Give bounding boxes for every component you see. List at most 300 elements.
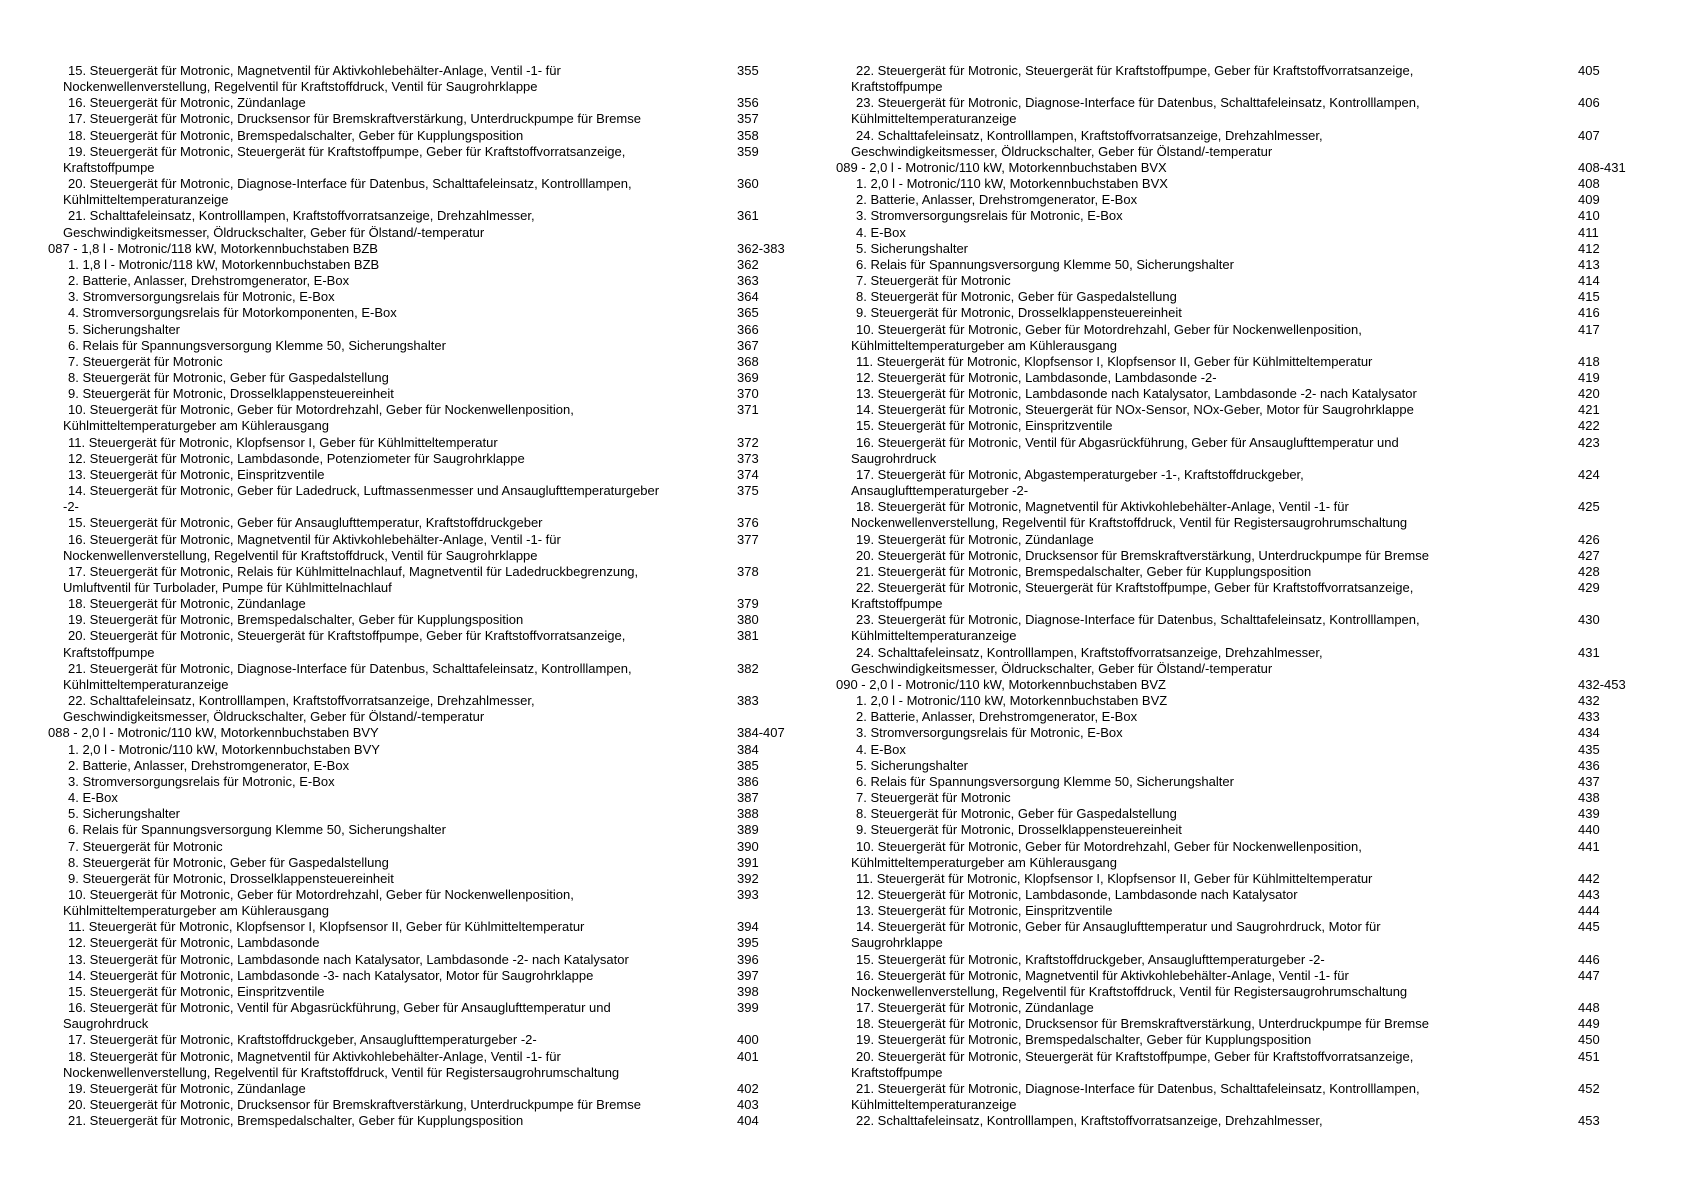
entry-lines [48, 693, 737, 725]
entry-page-number: 391 [737, 854, 759, 870]
index-entry [48, 208, 832, 240]
index-entry [836, 580, 1682, 612]
entry-page-number: 389 [737, 822, 759, 838]
index-entry [48, 742, 832, 758]
index-entry [48, 968, 832, 984]
entry-page-number: 381 [737, 628, 759, 644]
entry-lines [48, 1113, 737, 1129]
entry-page-number: 378 [737, 563, 759, 579]
entry-page-number: 427 [1578, 547, 1600, 563]
entry-text: 5. Sicherungshalter [856, 240, 969, 256]
index-entry [836, 128, 1682, 160]
entry-text-continuation: -2- [63, 499, 79, 515]
entry-text: 5. Sicherungshalter [856, 757, 969, 773]
entry-text: 3. Stromversorgungsrelais für Motronic, E-Box [856, 725, 1123, 741]
entry-page-number: 392 [737, 870, 759, 886]
index-entry [836, 354, 1682, 370]
index-entry [48, 693, 832, 725]
entry-text: 14. Steuergerät für Motronic, Steuergerät für NOx-Sensor, NOx-Geber, Motor für Saugrohrklappe [856, 402, 1414, 418]
entry-text: 9. Steuergerät für Motronic, Drosselklappensteuereinheit [68, 386, 394, 402]
entry-lines [836, 548, 1578, 564]
entry-text: 3. Stromversorgungsrelais für Motronic, E-Box [856, 208, 1123, 224]
entry-text: 19. Steuergerät für Motronic, Steuergerät für Kraftstoffpumpe, Geber für Kraftstoffvorratsanzeige, [68, 143, 626, 159]
entry-page-number: 439 [1578, 806, 1600, 822]
index-entry [836, 95, 1682, 127]
entry-page-number: 356 [737, 95, 759, 111]
entry-page-number: 377 [737, 531, 759, 547]
entry-lines [48, 289, 737, 305]
index-entry [48, 1032, 832, 1048]
entry-lines [48, 257, 737, 273]
entry-lines [836, 839, 1578, 871]
entry-page-number: 371 [737, 402, 759, 418]
entry-page-number: 412 [1578, 240, 1600, 256]
entry-lines [48, 467, 737, 483]
entry-text: 8. Steuergerät für Motronic, Geber für Gaspedalstellung [68, 854, 389, 870]
entry-text: 22. Steuergerät für Motronic, Steuergerät für Kraftstoffpumpe, Geber für Kraftstoffvorratsanzeige, [856, 580, 1414, 595]
entry-page-number: 406 [1578, 95, 1600, 111]
index-entry [836, 806, 1682, 822]
entry-text: 20. Steuergerät für Motronic, Steuergerät für Kraftstoffpumpe, Geber für Kraftstoffvorratsanzeige, [68, 628, 626, 644]
entry-lines [48, 1000, 737, 1032]
index-entry [836, 839, 1682, 871]
entry-page-number: 424 [1578, 466, 1600, 482]
entry-text: 11. Steuergerät für Motronic, Klopfsensor I, Klopfsensor II, Geber für Kühlmitteltemperatur [68, 919, 585, 935]
index-entry [48, 435, 832, 451]
entry-text: 15. Steuergerät für Motronic, Geber für Ansauglufttemperatur, Kraftstoffdruckgeber [68, 515, 543, 531]
index-entry [836, 758, 1682, 774]
index-entry [836, 612, 1682, 644]
entry-page-number: 386 [737, 773, 759, 789]
entry-text-continuation: Nockenwellenverstellung, Regelventil für Kraftstoffdruck, Ventil für Registersaugrohrumschaltung [851, 515, 1408, 531]
entry-text: 6. Relais für Spannungsversorgung Klemme 50, Sicherungshalter [68, 337, 446, 353]
entry-page-number: 364 [737, 289, 759, 305]
index-entry [48, 628, 832, 660]
entry-text: 5. Sicherungshalter [68, 806, 181, 822]
entry-lines [836, 370, 1578, 386]
index-entry [836, 564, 1682, 580]
entry-text: 1. 1,8 l - Motronic/118 kW, Motorkennbuchstaben BZB [68, 256, 380, 272]
entry-lines [836, 742, 1578, 758]
entry-text: 14. Steuergerät für Motronic, Lambdasonde -3- nach Katalysator, Motor für Saugrohrklappe [68, 967, 594, 983]
entry-page-number: 376 [737, 515, 759, 531]
entry-text: 24. Schalttafeleinsatz, Kontrolllampen, Kraftstoffvorratsanzeige, Drehzahlmesser, [856, 127, 1323, 143]
entry-text-continuation: Saugrohrdruck [851, 450, 937, 466]
entry-page-number: 394 [737, 919, 759, 935]
index-entry [48, 806, 832, 822]
entry-text: 4. Stromversorgungsrelais für Motorkomponenten, E-Box [68, 305, 397, 321]
entry-lines [836, 63, 1578, 95]
index-entry [836, 435, 1682, 467]
entry-text: 4. E-Box [856, 741, 906, 757]
index-entry [48, 128, 832, 144]
entry-text-continuation: Ansauglufttemperaturgeber -2- [851, 483, 1029, 499]
entry-page-number: 431 [1578, 644, 1600, 660]
entry-lines [48, 241, 737, 257]
index-entry [836, 1032, 1682, 1048]
entry-text: 21. Steuergerät für Motronic, Bremspedalschalter, Geber für Kupplungsposition [68, 1113, 524, 1129]
entry-text: 15. Steuergerät für Motronic, Kraftstoffdruckgeber, Ansauglufttemperaturgeber -2- [856, 951, 1325, 967]
entry-lines [48, 144, 737, 176]
entry-lines [48, 370, 737, 386]
entry-text-continuation: Kraftstoffpumpe [63, 159, 155, 175]
entry-text: 23. Steuergerät für Motronic, Diagnose-Interface für Datenbus, Schalttafeleinsatz, Kontrolllampen, [856, 612, 1420, 628]
index-entry [48, 1081, 832, 1097]
index-entry [836, 887, 1682, 903]
entry-page-number: 367 [737, 337, 759, 353]
index-entry [836, 968, 1682, 1000]
entry-page-number: 373 [737, 450, 759, 466]
entry-text-continuation: Kühlmitteltemperaturgeber am Kühlerausgang [851, 854, 1117, 870]
index-entry [836, 418, 1682, 434]
entry-page-number: 403 [737, 1097, 759, 1112]
entry-lines [48, 483, 737, 515]
entry-page-number: 434 [1578, 725, 1600, 741]
index-entry [48, 935, 832, 951]
index-entry [48, 144, 832, 176]
entry-page-number: 384-407 [737, 725, 785, 741]
entry-text-continuation: Kraftstoffpumpe [851, 1064, 943, 1080]
entry-lines [836, 467, 1578, 499]
index-entry [48, 790, 832, 806]
entry-text: 11. Steuergerät für Motronic, Klopfsensor I, Geber für Kühlmitteltemperatur [68, 434, 498, 450]
entry-text: 22. Schalttafeleinsatz, Kontrolllampen, Kraftstoffvorratsanzeige, Drehzahlmesser, [856, 1113, 1323, 1129]
entry-page-number: 395 [737, 935, 759, 951]
entry-page-number: 440 [1578, 822, 1600, 838]
index-entry [48, 1049, 832, 1081]
entry-text: 18. Steuergerät für Motronic, Magnetventil für Aktivkohlebehälter-Anlage, Ventil -1- für [856, 499, 1349, 515]
entry-text: 20. Steuergerät für Motronic, Diagnose-Interface für Datenbus, Schalttafeleinsatz, Kontrolllampen, [68, 176, 632, 192]
entry-page-number: 435 [1578, 741, 1600, 757]
entry-lines [48, 386, 737, 402]
index-entry [836, 305, 1682, 321]
entry-page-number: 372 [737, 434, 759, 450]
entry-text: 15. Steuergerät für Motronic, Einspritzventile [856, 418, 1113, 434]
entry-page-number: 397 [737, 967, 759, 983]
entry-lines [48, 435, 737, 451]
entry-text: 089 - 2,0 l - Motronic/110 kW, Motorkennbuchstaben BVX [836, 159, 1167, 175]
index-entry [836, 467, 1682, 499]
entry-text: 18. Steuergerät für Motronic, Magnetventil für Aktivkohlebehälter-Anlage, Ventil -1- für [68, 1048, 561, 1064]
entry-text: 3. Stromversorgungsrelais für Motronic, E-Box [68, 773, 335, 789]
entry-text: 11. Steuergerät für Motronic, Klopfsensor I, Klopfsensor II, Geber für Kühlmitteltemperatur [856, 870, 1373, 886]
entry-lines [836, 192, 1578, 208]
entry-text: 10. Steuergerät für Motronic, Geber für Motordrehzahl, Geber für Nockenwellenposition, [856, 838, 1362, 854]
index-entry [836, 1113, 1682, 1129]
index-entry [48, 919, 832, 935]
entry-page-number: 363 [737, 273, 759, 289]
entry-lines [48, 63, 737, 95]
index-entry [48, 467, 832, 483]
entry-lines [836, 580, 1578, 612]
index-entry [48, 111, 832, 127]
entry-page-number: 358 [737, 127, 759, 143]
entry-text: 2. Batterie, Anlasser, Drehstromgenerator, E-Box [68, 273, 350, 289]
entry-text: 13. Steuergerät für Motronic, Lambdasonde nach Katalysator, Lambdasonde -2- nach Katalysator [68, 951, 629, 967]
entry-text: 18. Steuergerät für Motronic, Bremspedalschalter, Geber für Kupplungsposition [68, 127, 524, 143]
entry-page-number: 362-383 [737, 240, 785, 256]
entry-text: 18. Steuergerät für Motronic, Drucksensor für Bremskraftverstärkung, Unterdruckpumpe für Bremse [856, 1016, 1429, 1032]
index-entry [48, 887, 832, 919]
index-entry [836, 176, 1682, 192]
entry-page-number: 441 [1578, 838, 1600, 854]
entry-text: 20. Steuergerät für Motronic, Drucksensor für Bremskraftverstärkung, Unterdruckpumpe für Bremse [68, 1097, 641, 1112]
entry-page-number: 362 [737, 256, 759, 272]
entry-text: 12. Steuergerät für Motronic, Lambdasonde, Lambdasonde nach Katalysator [856, 886, 1298, 902]
entry-page-number: 413 [1578, 256, 1600, 272]
entry-text-continuation: Nockenwellenverstellung, Regelventil für Kraftstoffdruck, Ventil für Saugrohrklappe [63, 79, 538, 95]
entry-text: 7. Steuergerät für Motronic [856, 790, 1011, 806]
entry-lines [48, 564, 737, 596]
entry-page-number: 432 [1578, 693, 1600, 709]
entry-text-continuation: Umluftventil für Turbolader, Pumpe für Kühlmittelnachlauf [63, 580, 392, 595]
index-entry [48, 984, 832, 1000]
index-entry [836, 1000, 1682, 1016]
entry-lines [836, 725, 1578, 741]
entry-text-continuation: Kühlmitteltemperaturgeber am Kühlerausgang [851, 337, 1117, 353]
entry-lines [836, 386, 1578, 402]
entry-lines [836, 305, 1578, 321]
entry-text: 13. Steuergerät für Motronic, Lambdasonde nach Katalysator, Lambdasonde -2- nach Katalysator [856, 386, 1417, 402]
index-entry [48, 758, 832, 774]
entry-lines [48, 968, 737, 984]
entry-text: 15. Steuergerät für Motronic, Magnetventil für Aktivkohlebehälter-Anlage, Ventil -1- für [68, 63, 561, 78]
entry-lines [836, 612, 1578, 644]
entry-lines [836, 1113, 1578, 1129]
entry-text: 8. Steuergerät für Motronic, Geber für Gaspedalstellung [68, 369, 389, 385]
index-entry [836, 257, 1682, 273]
entry-text: 7. Steuergerät für Motronic [856, 273, 1011, 289]
index-entry [48, 305, 832, 321]
entry-page-number: 402 [737, 1080, 759, 1096]
entry-lines [836, 1081, 1578, 1113]
entry-page-number: 414 [1578, 273, 1600, 289]
entry-lines [836, 499, 1578, 531]
entry-text-continuation: Kühlmitteltemperaturanzeige [63, 676, 229, 692]
index-entry [836, 919, 1682, 951]
entry-lines [836, 532, 1578, 548]
index-entry [836, 725, 1682, 741]
entry-lines [836, 645, 1578, 677]
entry-text: 21. Steuergerät für Motronic, Diagnose-Interface für Datenbus, Schalttafeleinsatz, Kontrolllampen, [856, 1080, 1420, 1096]
entry-page-number: 409 [1578, 192, 1600, 208]
entry-page-number: 445 [1578, 919, 1600, 935]
index-entry [48, 289, 832, 305]
entry-text: 12. Steuergerät für Motronic, Lambdasonde [68, 935, 320, 951]
index-entry [48, 273, 832, 289]
index-entry [48, 322, 832, 338]
entry-page-number: 438 [1578, 790, 1600, 806]
index-entry [836, 742, 1682, 758]
entry-text-continuation: Kraftstoffpumpe [63, 644, 155, 660]
entry-page-number: 444 [1578, 903, 1600, 919]
index-entry [48, 338, 832, 354]
entry-lines [48, 515, 737, 531]
entry-lines [836, 774, 1578, 790]
entry-page-number: 379 [737, 596, 759, 612]
index-entry [48, 774, 832, 790]
index-entry [836, 1049, 1682, 1081]
entry-lines [48, 855, 737, 871]
entry-lines [836, 968, 1578, 1000]
entry-text-continuation: Kühlmitteltemperaturanzeige [851, 628, 1017, 644]
entry-page-number: 446 [1578, 951, 1600, 967]
index-entry [48, 370, 832, 386]
entry-lines [836, 322, 1578, 354]
index-entry [836, 160, 1682, 176]
index-entry [48, 952, 832, 968]
index-entry [48, 257, 832, 273]
entry-page-number: 450 [1578, 1032, 1600, 1048]
index-entry [836, 402, 1682, 418]
index-entry [836, 322, 1682, 354]
entry-text-continuation: Nockenwellenverstellung, Regelventil für Kraftstoffdruck, Ventil für Saugrohrklappe [63, 547, 538, 563]
entry-lines [48, 273, 737, 289]
entry-lines [48, 742, 737, 758]
entry-page-number: 447 [1578, 967, 1600, 983]
entry-page-number: 452 [1578, 1080, 1600, 1096]
index-entry [48, 1097, 832, 1113]
index-entry [48, 176, 832, 208]
entry-lines [48, 354, 737, 370]
index-entry [48, 855, 832, 871]
entry-page-number: 369 [737, 369, 759, 385]
entry-page-number: 359 [737, 143, 759, 159]
index-entry [836, 499, 1682, 531]
entry-lines [836, 903, 1578, 919]
entry-lines [48, 111, 737, 127]
entry-lines [48, 790, 737, 806]
entry-text: 17. Steuergerät für Motronic, Drucksensor für Bremskraftverstärkung, Unterdruckpumpe für Bremse [68, 111, 641, 127]
entry-text: 21. Steuergerät für Motronic, Bremspedalschalter, Geber für Kupplungsposition [856, 563, 1312, 579]
entry-lines [836, 790, 1578, 806]
entry-text: 20. Steuergerät für Motronic, Drucksensor für Bremskraftverstärkung, Unterdruckpumpe für Bremse [856, 547, 1429, 563]
entry-lines [836, 402, 1578, 418]
entry-text: 17. Steuergerät für Motronic, Abgastemperaturgeber -1-, Kraftstoffdruckgeber, [856, 466, 1304, 482]
entry-text: 21. Steuergerät für Motronic, Diagnose-Interface für Datenbus, Schalttafeleinsatz, Kontrolllampen, [68, 660, 632, 676]
entry-lines [836, 564, 1578, 580]
entry-lines [48, 338, 737, 354]
index-entry [48, 596, 832, 612]
entry-text: 17. Steuergerät für Motronic, Zündanlage [856, 1000, 1094, 1016]
index-entry [48, 483, 832, 515]
index-entry [48, 95, 832, 111]
entry-text: 15. Steuergerät für Motronic, Einspritzventile [68, 983, 325, 999]
entry-lines [836, 871, 1578, 887]
index-entry [48, 515, 832, 531]
entry-page-number: 396 [737, 951, 759, 967]
index-entry [836, 63, 1682, 95]
index-entry [48, 532, 832, 564]
entry-page-number: 357 [737, 111, 759, 127]
entry-lines [836, 418, 1578, 434]
entry-text: 1. 2,0 l - Motronic/110 kW, Motorkennbuchstaben BVX [856, 176, 1168, 192]
entry-lines [48, 871, 737, 887]
entry-lines [836, 176, 1578, 192]
index-entry [836, 289, 1682, 305]
index-entry [836, 1016, 1682, 1032]
index-entry [836, 548, 1682, 564]
entry-text-continuation: Geschwindigkeitsmesser, Öldruckschalter, Geber für Ölstand/-temperatur [63, 224, 485, 240]
entry-lines [836, 289, 1578, 305]
index-entry [48, 354, 832, 370]
entry-page-number: 398 [737, 983, 759, 999]
entry-text: 19. Steuergerät für Motronic, Zündanlage [856, 531, 1094, 547]
entry-text: 24. Schalttafeleinsatz, Kontrolllampen, Kraftstoffvorratsanzeige, Drehzahlmesser, [856, 644, 1323, 660]
entry-lines [48, 935, 737, 951]
entry-text-continuation: Geschwindigkeitsmesser, Öldruckschalter, Geber für Ölstand/-temperatur [63, 709, 485, 725]
entry-text: 5. Sicherungshalter [68, 321, 181, 337]
index-entry [48, 1000, 832, 1032]
entry-page-number: 401 [737, 1048, 759, 1064]
entry-page-number: 383 [737, 693, 759, 709]
index-entry [48, 1113, 832, 1129]
entry-text: 17. Steuergerät für Motronic, Relais für Kühlmittelnachlauf, Magnetventil für Ladedruckbegrenzung, [68, 563, 639, 579]
entry-text: 14. Steuergerät für Motronic, Geber für Ansauglufttemperatur und Saugrohrdruck, Motor für [856, 919, 1381, 935]
entry-text: 090 - 2,0 l - Motronic/110 kW, Motorkennbuchstaben BVZ [836, 676, 1166, 692]
entry-page-number: 410 [1578, 208, 1600, 224]
entry-text: 1. 2,0 l - Motronic/110 kW, Motorkennbuchstaben BVY [68, 741, 380, 757]
entry-lines [836, 273, 1578, 289]
entry-text: 9. Steuergerät für Motronic, Drosselklappensteuereinheit [856, 822, 1182, 838]
entry-lines [48, 725, 737, 741]
entry-lines [836, 1016, 1578, 1032]
index-entry [48, 564, 832, 596]
entry-lines [836, 241, 1578, 257]
entry-text: 8. Steuergerät für Motronic, Geber für Gaspedalstellung [856, 806, 1177, 822]
entry-text-continuation: Kraftstoffpumpe [851, 79, 943, 95]
entry-page-number: 400 [737, 1032, 759, 1048]
entry-text: 16. Steuergerät für Motronic, Magnetventil für Aktivkohlebehälter-Anlage, Ventil -1- für [856, 967, 1349, 983]
index-entry [48, 241, 832, 257]
entry-lines [48, 322, 737, 338]
entry-lines [836, 208, 1578, 224]
entry-page-number: 411 [1578, 224, 1599, 240]
entry-text: 9. Steuergerät für Motronic, Drosselklappensteuereinheit [68, 870, 394, 886]
entry-text: 16. Steuergerät für Motronic, Zündanlage [68, 95, 306, 111]
entry-lines [48, 919, 737, 935]
entry-text-continuation: Geschwindigkeitsmesser, Öldruckschalter, Geber für Ölstand/-temperatur [851, 143, 1273, 159]
entry-text: 3. Stromversorgungsrelais für Motronic, E-Box [68, 289, 335, 305]
entry-page-number: 375 [737, 483, 759, 499]
entry-lines [48, 95, 737, 111]
entry-text-continuation: Nockenwellenverstellung, Regelventil für Kraftstoffdruck, Ventil für Registersaugrohrumschaltung [63, 1064, 620, 1080]
index-column-right [836, 63, 1682, 1129]
entry-page-number: 384 [737, 741, 759, 757]
entry-page-number: 418 [1578, 353, 1600, 369]
entry-text-continuation: Saugrohrdruck [63, 1016, 149, 1032]
entry-text: 19. Steuergerät für Motronic, Zündanlage [68, 1080, 306, 1096]
index-entry [836, 370, 1682, 386]
entry-page-number: 370 [737, 386, 759, 402]
entry-text: 9. Steuergerät für Motronic, Drosselklappensteuereinheit [856, 305, 1182, 321]
entry-lines [836, 919, 1578, 951]
index-entry [48, 402, 832, 434]
entry-lines [48, 612, 737, 628]
entry-text: 16. Steuergerät für Motronic, Ventil für Abgasrückführung, Geber für Ansauglufttemperatur und [856, 434, 1399, 450]
entry-page-number: 449 [1578, 1016, 1600, 1032]
entry-lines [48, 1081, 737, 1097]
index-entry [48, 451, 832, 467]
entry-page-number: 416 [1578, 305, 1600, 321]
entry-page-number: 408-431 [1578, 159, 1626, 175]
entry-page-number: 415 [1578, 289, 1600, 305]
entry-page-number: 436 [1578, 757, 1600, 773]
entry-page-number: 419 [1578, 369, 1600, 385]
entry-text-continuation: Nockenwellenverstellung, Regelventil für Kraftstoffdruck, Ventil für Registersaugrohrumschaltung [851, 983, 1408, 999]
entry-text: 11. Steuergerät für Motronic, Klopfsensor I, Klopfsensor II, Geber für Kühlmitteltemperatur [856, 353, 1373, 369]
entry-page-number: 368 [737, 353, 759, 369]
